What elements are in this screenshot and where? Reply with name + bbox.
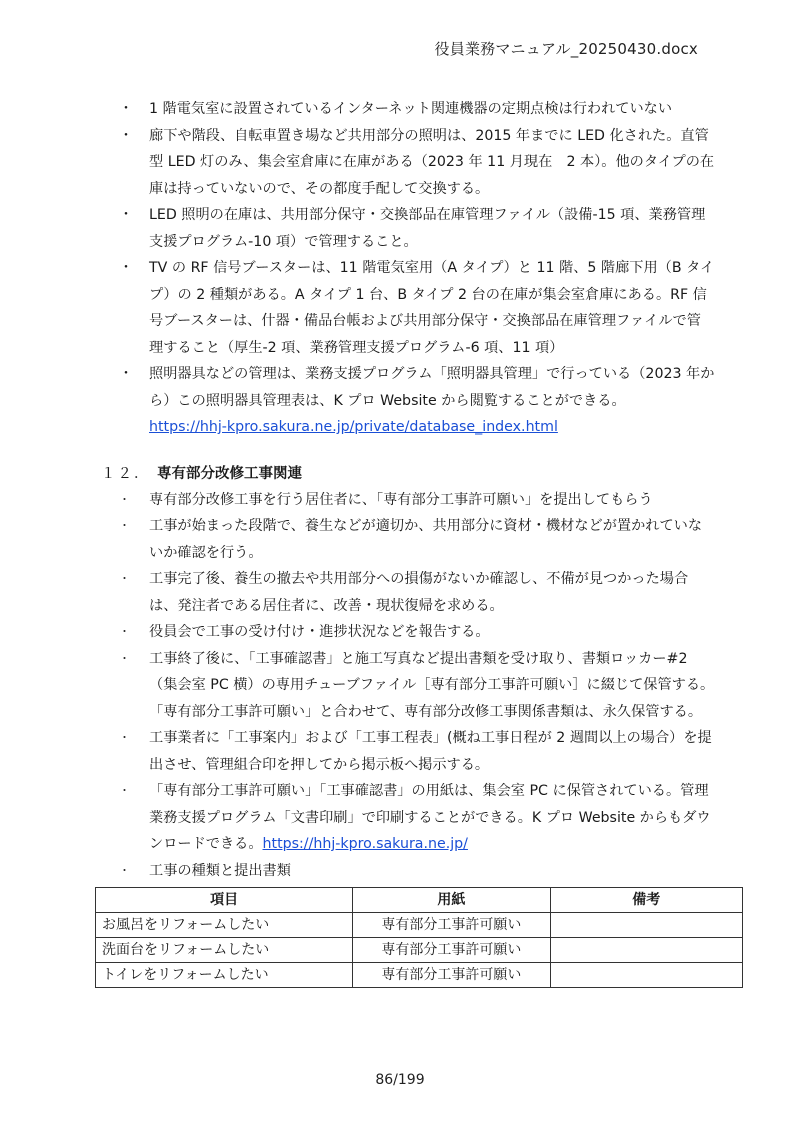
list-item-text: 工事終了後に、「工事確認書」と施工写真など提出書類を受け取り、書類ロッカー#2（集会室 PC 横）の専用チューブファイル［専有部分工事許可願い］に綴じて保管する。「専有部分工事許可願い」と合わせて、専有部分改修工事関係書類は、永久保管する。 [149, 650, 715, 720]
page-number: 86/199 [375, 1072, 425, 1088]
table-cell [550, 938, 742, 963]
list-item-text: 工事業者に「工事案内」および「工事工程表」(概ね工事日程が 2 週間以上の場合）を提出させ、管理組合印を押してから掲示板へ掲示する。 [149, 730, 712, 773]
column-header-form: 用紙 [353, 888, 550, 913]
document-filename: 役員業務マニュアル_20250430.docx [434, 40, 698, 58]
list-item-text: 工事が始まった段階で、養生などが適切か、共用部分に資材・機材などが置かれていないか確認を行う。 [149, 518, 703, 561]
section-heading [95, 461, 715, 487]
table-cell [550, 963, 742, 988]
kpro-website-link[interactable]: https://hhj-kpro.sakura.ne.jp/ [262, 836, 468, 852]
list-item [95, 487, 715, 514]
list-item-text: 照明器具などの管理は、業務支援プログラム「照明器具管理」で行っている（2023 年から）この照明器具管理表は、K プロ Website から閲覧することができる。 [149, 366, 715, 409]
section-number: １２． [101, 465, 151, 482]
table-row [96, 913, 743, 938]
list-item [95, 361, 715, 441]
table-cell: 専有部分工事許可願い [353, 938, 550, 963]
column-header-item: 項目 [96, 888, 353, 913]
list-item [95, 96, 715, 123]
list-item [95, 513, 715, 566]
equipment-bullet-list [95, 96, 715, 441]
table-cell [550, 913, 742, 938]
list-item-text: 工事完了後、養生の撤去や共用部分への損傷がないか確認し、不備が見つかった場合は、発注者である居住者に、改善・現状復帰を求める。 [149, 571, 689, 614]
list-item [95, 725, 715, 778]
list-item-text: TV の RF 信号ブースターは、11 階電気室用（A タイプ）と 11 階、5 階廊下用（B タイプ）の 2 種類がある。A タイプ 1 台、B タイプ 2 台の在庫が集会室倉庫にある。RF 信号ブースターは、什器・備品台帳および共用部分保守・交換部品在庫管理ファイルで管理すること（厚生-2 項、業務管理支援プログラム-6 項、11 項） [149, 260, 715, 356]
table-cell: トイレをリフォームしたい [96, 963, 353, 988]
list-item [95, 255, 715, 361]
renovation-bullet-list [95, 487, 715, 885]
table-cell: お風呂をリフォームしたい [96, 913, 353, 938]
list-item [95, 858, 715, 885]
list-item-text: LED 照明の在庫は、共用部分保守・交換部品在庫管理ファイル（設備-15 項、業務管理支援プログラム-10 項）で管理すること。 [149, 207, 706, 250]
list-item-text: 工事の種類と提出書類 [149, 862, 291, 879]
list-item [95, 619, 715, 646]
list-item-text: 役員会で工事の受け付け・進捗状況などを報告する。 [149, 624, 490, 640]
list-item-text: 廊下や階段、自転車置き場など共用部分の照明は、2015 年までに LED 化された。直管型 LED 灯のみ、集会室倉庫に在庫がある（2023 年 11 月現在 2 本）。他のタイプの在庫は持っていないので、その都度手配して交換する。 [149, 127, 715, 197]
list-item [95, 123, 715, 203]
list-item [95, 566, 715, 619]
list-item [95, 646, 715, 726]
list-item-text: 「専有部分工事許可願い」「工事確認書」の用紙は、集会室 PC に保管されている。管理業務支援プログラム「文書印刷」で印刷することができる。K プロ Website からもダウンロードできる。 [149, 783, 711, 852]
list-item-text: 専有部分改修工事を行う居住者に、「専有部分工事許可願い」を提出してもらう [149, 491, 653, 508]
table-cell: 専有部分工事許可願い [353, 913, 550, 938]
table-cell: 専有部分工事許可願い [353, 963, 550, 988]
database-index-link[interactable]: https://hhj-kpro.sakura.ne.jp/private/database_index.html [149, 419, 558, 435]
list-item-text: 1 階電気室に設置されているインターネット関連機器の定期点検は行われていない [149, 101, 673, 117]
page-content [95, 96, 715, 988]
list-item [95, 202, 715, 255]
table-row [96, 938, 743, 963]
list-item [95, 778, 715, 858]
column-header-remarks: 備考 [550, 888, 742, 913]
table-header-row [96, 888, 743, 913]
construction-types-table [95, 887, 743, 988]
section-title: 専有部分改修工事関連 [157, 465, 302, 482]
table-cell: 洗面台をリフォームしたい [96, 938, 353, 963]
table-row [96, 963, 743, 988]
